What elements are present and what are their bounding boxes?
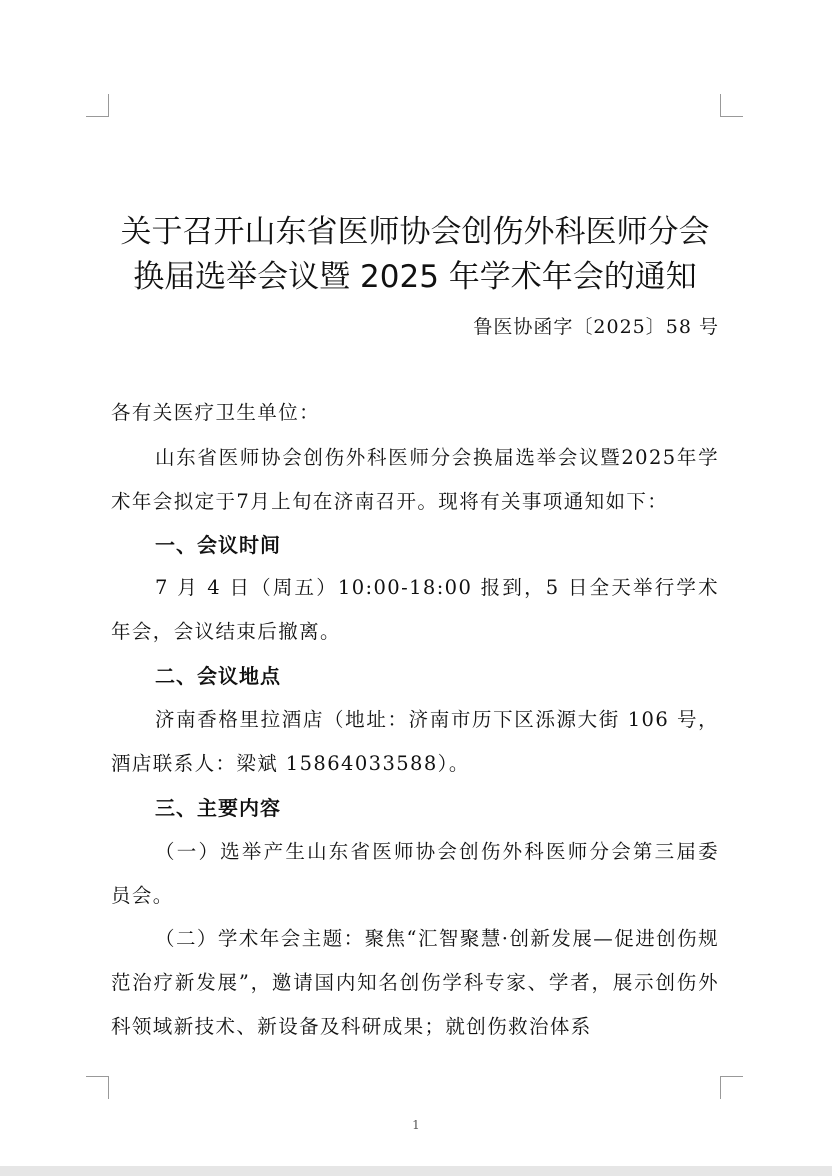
- crop-mark-bottom-right: [720, 1076, 743, 1099]
- page-bottom-edge: [0, 1166, 832, 1176]
- section-heading-content: 三、主要内容: [155, 796, 281, 820]
- section-time-text: 7 月 4 日（周五）10:00-18:00 报到，5 日全天举行学术年会，会议结束后撤离。: [111, 576, 719, 643]
- crop-mark-bottom-left: [86, 1076, 109, 1099]
- document-number: 鲁医协函字〔2025〕58 号: [473, 316, 719, 338]
- section-heading-venue: 二、会议地点: [155, 664, 281, 688]
- document-title-line1: 关于召开山东省医师协会创伤外科医师分会: [120, 214, 710, 250]
- content-item-1: （一）选举产生山东省医师协会创伤外科医师分会第三届委员会。: [111, 840, 719, 907]
- section-venue-text: 济南香格里拉酒店（地址：济南市历下区泺源大街 106 号，酒店联系人：梁斌 15864033588）。: [111, 708, 719, 775]
- intro-paragraph: 山东省医师协会创伤外科医师分会换届选举会议暨2025年学术年会拟定于7月上旬在济南召开。现将有关事项通知如下：: [111, 446, 719, 513]
- document-title-line2: 换届选举会议暨 2025 年学术年会的通知: [133, 259, 697, 295]
- crop-mark-top-right: [720, 94, 743, 117]
- page-number: 1: [412, 1118, 420, 1132]
- crop-mark-top-left: [86, 94, 109, 117]
- salutation: 各有关医疗卫生单位：: [111, 401, 321, 424]
- content-item-2: （二）学术年会主题：聚焦“汇智聚慧·创新发展—促进创伤规范治疗新发展”，邀请国内知名创伤学科专家、学者，展示创伤外科领域新技术、新设备及科研成果；就创伤救治体系: [111, 927, 719, 1038]
- section-heading-time: 一、会议时间: [155, 533, 281, 557]
